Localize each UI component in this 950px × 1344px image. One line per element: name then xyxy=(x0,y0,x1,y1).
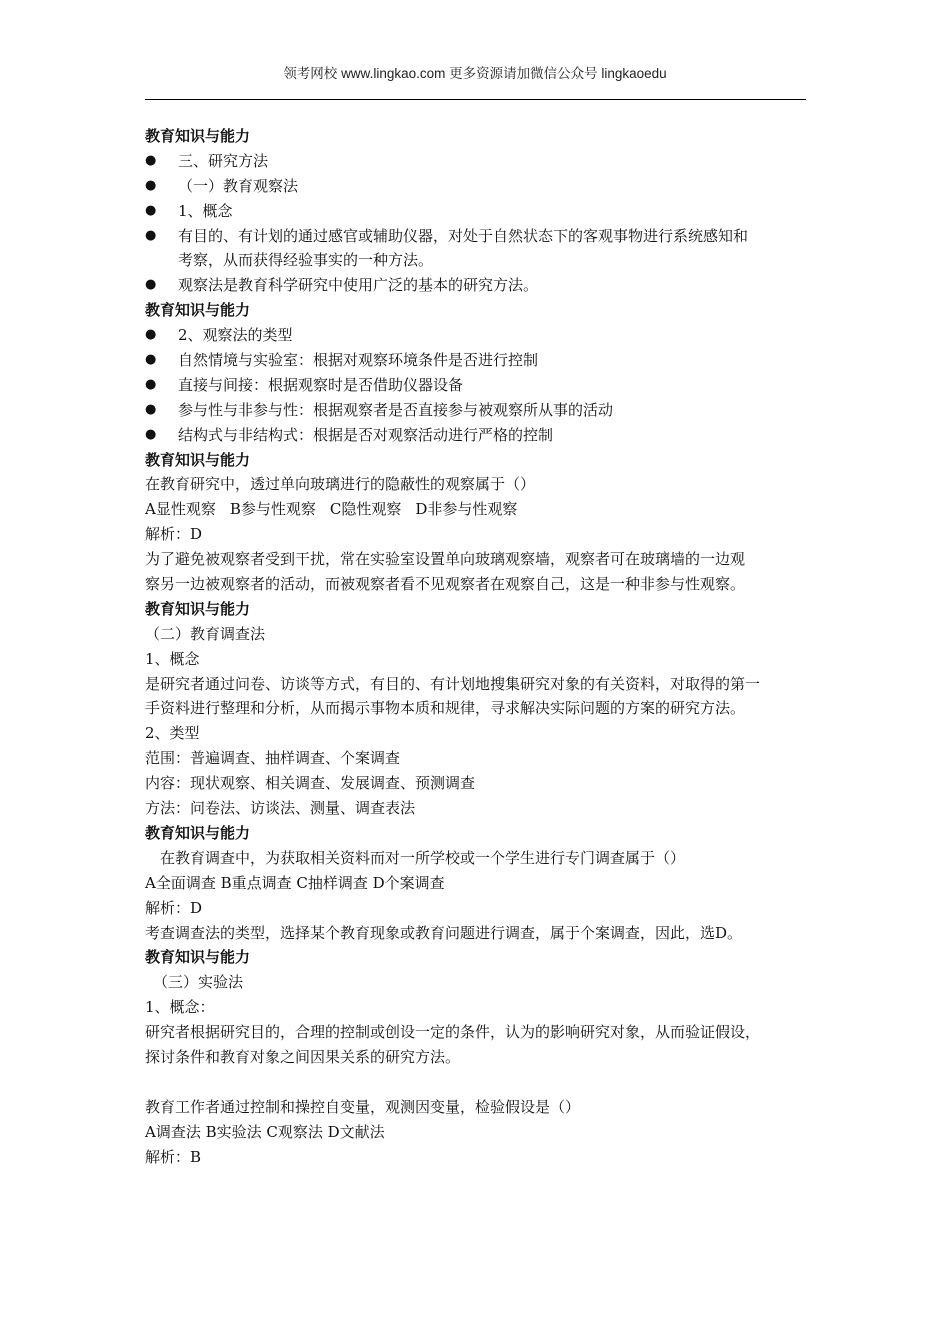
section-heading: 教育知识与能力 xyxy=(145,823,251,842)
types-label: 2、类型 xyxy=(145,724,200,743)
bullet-item: ● 结构式与非结构式：根据是否对观察活动进行严格的控制 xyxy=(145,423,807,448)
header-rule xyxy=(145,99,806,100)
answer-options xyxy=(145,497,807,522)
type-scope: 范围：普遍调查、抽样调查、个案调查 xyxy=(145,749,401,768)
question-text: 在教育研究中，透过单向玻璃进行的隐蔽性的观察属于（） xyxy=(145,475,536,494)
definition-text: 研究者根据研究目的，合理的控制或创设一定的条件，认为的影响研究对象，从而验证假设， xyxy=(145,1023,761,1042)
explanation-text: 为了避免被观察者受到干扰，常在实验室设置单向玻璃观察墙，观察者可在玻璃墙的一边观 xyxy=(145,550,746,569)
section-heading: 教育知识与能力 xyxy=(145,599,251,618)
question-text: 在教育调查中，为获取相关资料而对一所学校或一个学生进行专门调查属于（） xyxy=(160,848,686,867)
concept-label: 1、概念： xyxy=(145,998,215,1017)
question-text: 教育工作者通过控制和操控自变量，观测因变量，检验假设是（） xyxy=(145,1097,581,1116)
concept-label: 1、概念 xyxy=(145,649,200,668)
document-body xyxy=(145,124,807,1169)
subsection-title: （二）教育调查法 xyxy=(145,624,266,643)
answer-options: A调查法 B实验法 C观察法 D文献法 xyxy=(145,1122,385,1141)
option-b: B参与性观察 xyxy=(229,500,316,519)
bullet-item: ● 直接与间接：根据观察时是否借助仪器设备 xyxy=(145,373,807,398)
type-method: 方法：问卷法、访谈法、测量、调查表法 xyxy=(145,799,416,818)
blank-line xyxy=(145,1070,807,1095)
definition-text: 手资料进行整理和分析，从而揭示事物本质和规律，寻求解决实际问题的方案的研究方法。 xyxy=(145,699,746,718)
bullet-item: ● 2、观察法的类型 xyxy=(145,323,807,348)
bullet-item: ● 1、概念 xyxy=(145,199,807,224)
bullet-item: ● 参与性与非参与性：根据观察者是否直接参与被观察所从事的活动 xyxy=(145,398,807,423)
definition-text: 是研究者通过问卷、访谈等方式，有目的、有计划地搜集研究对象的有关资料，对取得的第一 xyxy=(145,674,761,693)
answer-key: 解析：D xyxy=(145,898,203,917)
section-heading: 教育知识与能力 xyxy=(145,450,251,469)
type-content: 内容：现状观察、相关调查、发展调查、预测调查 xyxy=(145,774,476,793)
section-heading: 教育知识与能力 xyxy=(145,948,251,967)
bullet-item: ● （一）教育观察法 xyxy=(145,174,807,199)
explanation-text: 考查调查法的类型，选择某个教育现象或教育问题进行调查，属于个案调查，因此，选D。 xyxy=(145,923,743,942)
definition-text: 探讨条件和教育对象之间因果关系的研究方法。 xyxy=(145,1047,461,1066)
answer-key: 解析：D xyxy=(145,525,203,544)
option-c: C隐性观察 xyxy=(329,500,402,519)
subsection-title: （三）实验法 xyxy=(153,973,244,992)
option-a: A显性观察 xyxy=(145,500,216,519)
answer-options: A全面调查 B重点调查 C抽样调查 D个案调查 xyxy=(145,873,445,892)
section-heading: 教育知识与能力 xyxy=(145,301,251,320)
section-heading: 教育知识与能力 xyxy=(145,127,251,145)
option-d: D非参与性观察 xyxy=(415,500,518,519)
bullet-item: ● 观察法是教育科学研究中使用广泛的基本的研究方法。 xyxy=(145,273,807,298)
explanation-text: 察另一边被观察者的活动，而被观察者看不见观察者在观察自己，这是一种非参与性观察。 xyxy=(145,575,746,594)
answer-key: 解析：B xyxy=(145,1147,202,1166)
bullet-item: ● 自然情境与实验室：根据对观察环境条件是否进行控制 xyxy=(145,348,807,373)
bullet-continuation: 考察，从而获得经验事实的一种方法。 xyxy=(178,251,434,270)
bullet-item: ● 有目的、有计划的通过感官或辅助仪器，对处于自然状态下的客观事物进行系统感知和 xyxy=(145,224,807,249)
page-header: 领考网校 www.lingkao.com 更多资源请加微信公众号 lingkaoedu xyxy=(283,66,667,81)
bullet-item: ● 三、研究方法 xyxy=(145,149,807,174)
